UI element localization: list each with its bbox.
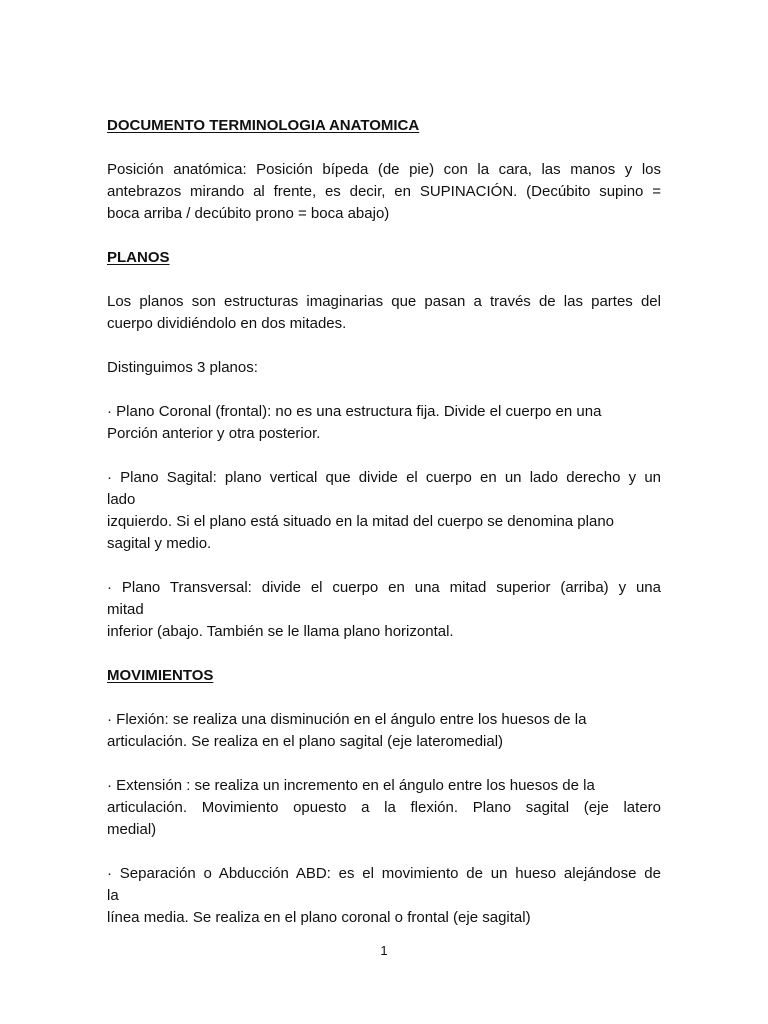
plano-coronal-line: Porción anterior y otra posterior. <box>107 425 321 442</box>
flexion-paragraph <box>107 709 661 753</box>
plano-sagital-line: lado <box>107 491 136 508</box>
extension-line: medial) <box>107 821 157 838</box>
plano-sagital-paragraph <box>107 467 661 555</box>
intro-paragraph <box>107 159 661 225</box>
abduccion-line: · Separación o Abducción ABD: es el movimiento de un hueso alejándose de <box>107 865 661 882</box>
planos-intro-line: cuerpo dividiéndolo en dos mitades. <box>107 315 347 332</box>
intro-line: antebrazos mirando al frente, es decir, en SUPINACIÓN. (Decúbito supino = <box>107 183 661 200</box>
distinguimos-paragraph: Distinguimos 3 planos: <box>107 359 258 376</box>
flexion-line: · Flexión: se realiza una disminución en el ángulo entre los huesos de la <box>107 711 587 728</box>
planos-intro-paragraph <box>107 291 661 335</box>
document-page <box>107 115 661 951</box>
extension-line: articulación. Movimiento opuesto a la flexión. Plano sagital (eje latero <box>107 799 661 816</box>
planos-heading: PLANOS <box>107 249 170 266</box>
flexion-line: articulación. Se realiza en el plano sagital (eje lateromedial) <box>107 733 504 750</box>
abduccion-line: la <box>107 887 119 904</box>
intro-line: Posición anatómica: Posición bípeda (de pie) con la cara, las manos y los <box>107 161 661 178</box>
abduccion-line: línea media. Se realiza en el plano coronal o frontal (eje sagital) <box>107 909 531 926</box>
extension-line: · Extensión : se realiza un incremento en el ángulo entre los huesos de la <box>107 777 595 794</box>
plano-coronal-line: · Plano Coronal (frontal): no es una estructura fija. Divide el cuerpo en una <box>107 403 602 420</box>
plano-sagital-line: izquierdo. Si el plano está situado en la mitad del cuerpo se denomina plano <box>107 513 614 530</box>
abduccion-paragraph <box>107 863 661 929</box>
plano-transversal-line: inferior (abajo. También se le llama plano horizontal. <box>107 623 454 640</box>
intro-line: boca arriba / decúbito prono = boca abajo) <box>107 205 390 222</box>
movimientos-heading: MOVIMIENTOS <box>107 667 214 684</box>
plano-coronal-paragraph <box>107 401 661 445</box>
plano-sagital-line: · Plano Sagital: plano vertical que divide el cuerpo en un lado derecho y un <box>107 469 661 486</box>
plano-sagital-line: sagital y medio. <box>107 535 212 552</box>
extension-paragraph <box>107 775 661 841</box>
plano-transversal-line: mitad <box>107 601 144 618</box>
plano-transversal-line: · Plano Transversal: divide el cuerpo en una mitad superior (arriba) y una <box>107 579 661 596</box>
planos-intro-line: Los planos son estructuras imaginarias que pasan a través de las partes del <box>107 293 661 310</box>
plano-transversal-paragraph <box>107 577 661 643</box>
document-title: DOCUMENTO TERMINOLOGIA ANATOMICA <box>107 117 420 134</box>
page-number: 1 <box>380 943 388 958</box>
